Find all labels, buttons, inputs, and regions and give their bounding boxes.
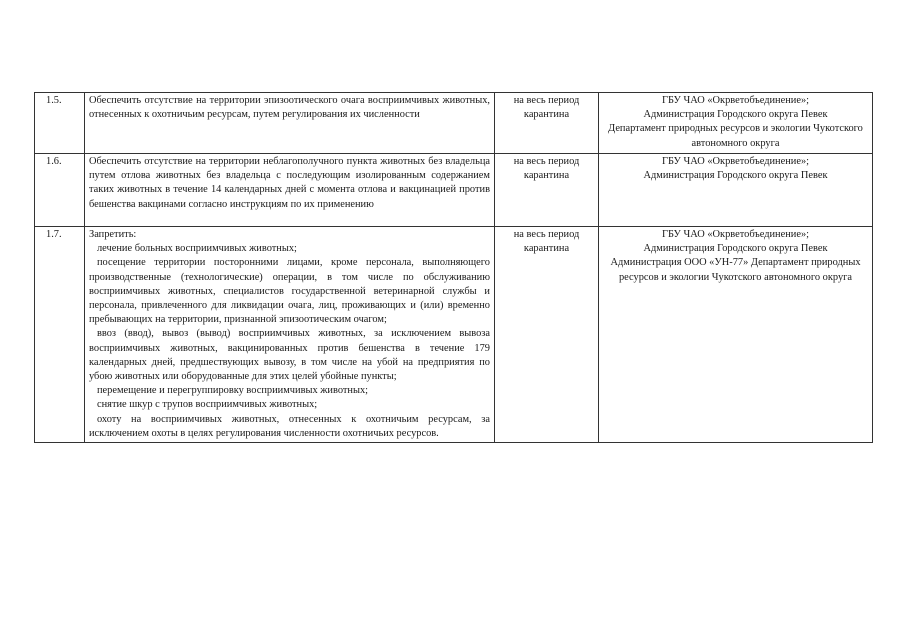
- row-number: 1.7.: [35, 227, 85, 443]
- period-text: на весь период карантина: [495, 154, 599, 227]
- measure-text: [85, 154, 495, 227]
- measures-table: [34, 92, 873, 443]
- measure-text: [85, 227, 495, 443]
- measure-heading: Запретить:: [89, 229, 137, 240]
- period-text: на весь период карантина: [495, 227, 599, 443]
- responsible-line: Администрация Городского округа Певек: [643, 109, 828, 121]
- responsible-line: ГБУ ЧАО «Окрветобъединение»;: [661, 95, 810, 106]
- table-row: [35, 154, 873, 227]
- responsible-text: [599, 227, 873, 443]
- table-row: [35, 227, 873, 443]
- table-row: [35, 93, 873, 154]
- responsible-line: ГБУ ЧАО «Окрветобъединение»;: [661, 156, 810, 167]
- row-number: 1.6.: [35, 154, 85, 227]
- responsible-line: Департамент природных ресурсов и экологии Чукотского автономного округа: [608, 123, 863, 149]
- period-text: на весь период карантина: [495, 93, 599, 154]
- measure-item: перемещение и перегруппировку восприимчивых животных;: [97, 385, 369, 397]
- measure-item: посещение территории посторонними лицами, кроме персонала, выполняющего производственные (технологические) операции, в том числе по обслуживанию восприимчивых животных, специалистов государственной ветеринарной службы и персонала, привлеченного для ликвидации очага, лиц, проживающих и (или) временно пребывающих на территории, признанной эпизоотическим очагом;: [89, 257, 490, 326]
- responsible-text: [599, 93, 873, 154]
- measure-item: ввоз (ввод), вывоз (вывод) восприимчивых животных, за исключением вывоза восприимчивых животных, вакцинированных против бешенства в течение 179 календарных дней, предшествующих вывозу, в том числе на убой на предприятия по убою животных или оборудованные для этих целей убойные пункты;: [89, 328, 490, 383]
- responsible-line: Администрация Городского округа Певек: [643, 170, 828, 182]
- measure-item: лечение больных восприимчивых животных;: [97, 243, 297, 255]
- measure-text: [85, 93, 495, 154]
- measure-item: охоту на восприимчивых животных, отнесенных к охотничьим ресурсам, за исключением охоты в целях регулирования численности охотничьих ресурсов.: [89, 413, 490, 439]
- responsible-line: ГБУ ЧАО «Окрветобъединение»;: [661, 229, 810, 240]
- responsible-text: [599, 154, 873, 227]
- responsible-line: Администрация Городского округа Певек: [643, 243, 828, 255]
- responsible-line: Администрация ООО «УН-77» Департамент природных ресурсов и экологии Чукотского автономного округа: [610, 257, 861, 283]
- measure-paragraph: Обеспечить отсутствие на территории эпизоотического очага восприимчивых животных, отнесенных к охотничьим ресурсам, путем регулирования их численности: [89, 95, 490, 121]
- row-number: 1.5.: [35, 93, 85, 154]
- measure-paragraph: Обеспечить отсутствие на территории неблагополучного пункта животных без владельца путем отлова животных без владельца с последующим изолированным содержанием таких животных в течение 14 календарных дней с момента отлова и вакцинацией против бешенства вакцинами согласно инструкциям по их применению: [89, 156, 490, 210]
- measure-item: снятие шкур с трупов восприимчивых животных;: [97, 399, 318, 411]
